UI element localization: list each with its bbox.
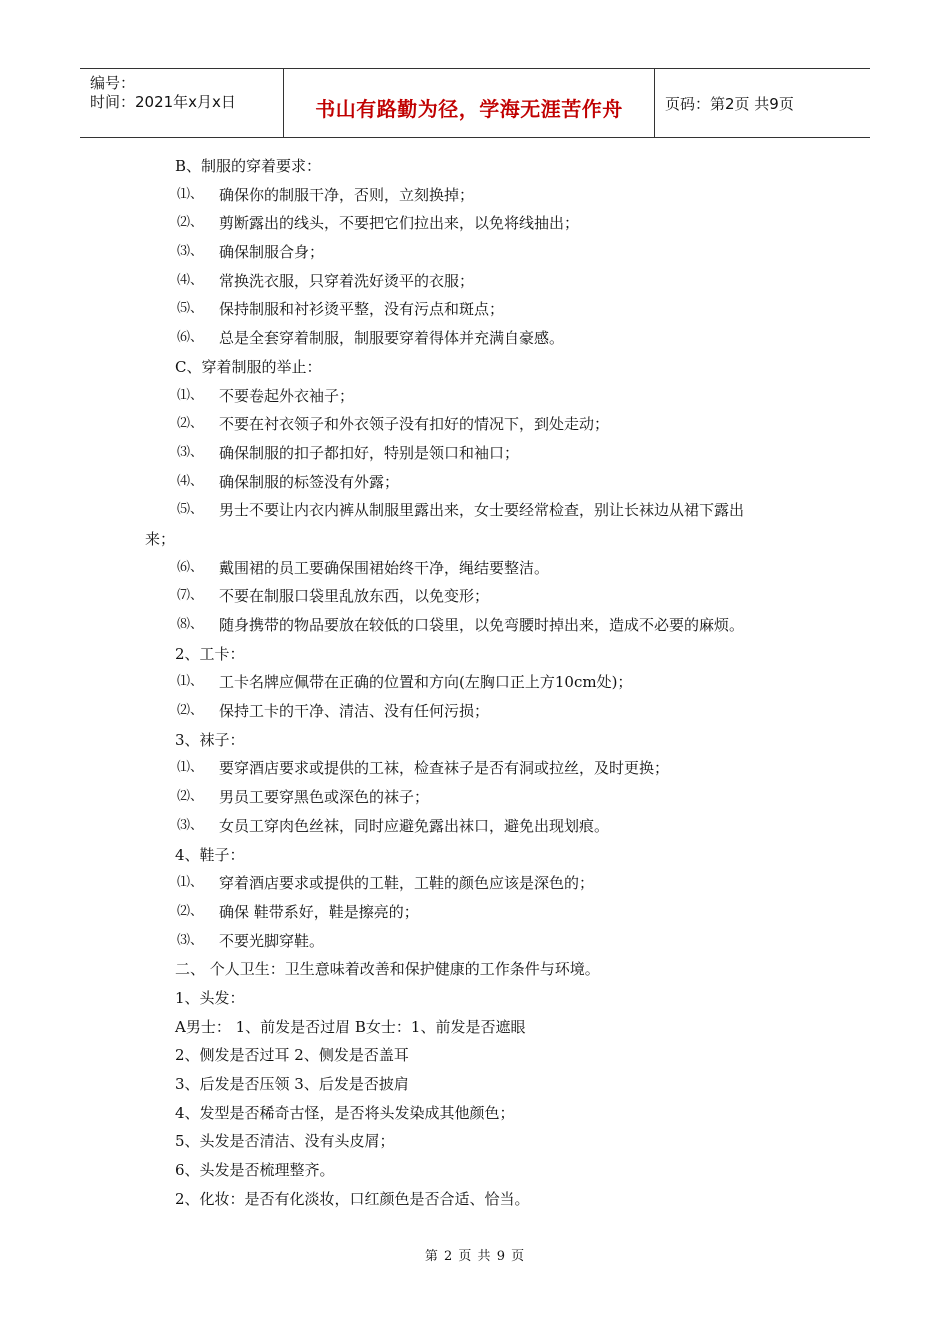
- item-text: 要穿酒店要求或提供的工袜，检查袜子是否有洞或拉丝，及时更换；: [219, 759, 670, 778]
- item-number: ⑵、: [177, 215, 204, 231]
- item-text: 确保制服的扣子都扣好，特别是领口和袖口；: [219, 443, 520, 462]
- item-number: ⑸、: [177, 301, 204, 317]
- item-text: 不要在衬衣领子和外衣领子没有扣好的情况下，到处走动；: [219, 415, 610, 434]
- list-item: [0, 754, 950, 783]
- item-text: 工卡名牌应佩带在正确的位置和方向(左胸口正上方10cm处)；: [219, 673, 633, 692]
- header-middle-cell: [284, 69, 655, 137]
- section-line: A男士： 1、前发是否过眉 B女士：1、前发是否遮眼: [175, 1017, 526, 1036]
- item-number: ⑷、: [177, 473, 204, 489]
- list-item: [0, 898, 950, 927]
- item-text: 保持工卡的干净、清洁、没有任何污损；: [219, 702, 490, 721]
- list-item: [0, 468, 950, 497]
- item-number: ⑸、: [177, 502, 204, 518]
- item-text: 确保 鞋带系好，鞋是擦亮的；: [219, 902, 419, 921]
- item-number: ⑵、: [177, 789, 204, 805]
- list-item: [0, 439, 950, 468]
- item-number: ⑹、: [177, 330, 204, 346]
- section-line: 3、袜子：: [175, 730, 245, 749]
- item-number: ⑵、: [177, 416, 204, 432]
- item-number: ⑵、: [177, 903, 204, 919]
- item-number: ⑴、: [177, 674, 204, 690]
- section-line: B、制服的穿着要求：: [175, 157, 322, 175]
- page-header: [80, 68, 870, 138]
- section-line: 4、鞋子：: [175, 845, 245, 864]
- item-number: ⑴、: [177, 760, 204, 776]
- section-line: 3、后发是否压领 3、后发是否披肩: [175, 1075, 409, 1093]
- list-item: [0, 410, 950, 439]
- list-item: [0, 295, 950, 324]
- item-number: ⑹、: [177, 559, 204, 575]
- page-info: 页码：第2页 共9页: [665, 95, 794, 113]
- item-number: ⑶、: [177, 444, 204, 460]
- page-footer: 第 2 页 共 9 页: [424, 1249, 526, 1264]
- list-item: [0, 209, 950, 238]
- item-number: ⑵、: [177, 703, 204, 719]
- section-line: 5、头发是否清洁、没有头皮屑；: [175, 1132, 395, 1151]
- list-item: [0, 927, 950, 956]
- item-text: 确保你的制服干净，否则，立刻换掉；: [219, 185, 475, 204]
- header-left-cell: [80, 69, 284, 137]
- list-item: [0, 267, 950, 296]
- item-text: 保持制服和衬衫烫平整，没有污点和斑点；: [219, 300, 505, 319]
- item-number: ⑴、: [177, 387, 204, 403]
- list-item: [0, 582, 950, 611]
- item-text: 女员工穿肉色丝袜，同时应避免露出袜口，避免出现划痕。: [219, 816, 610, 835]
- continued-line: 来；: [145, 529, 176, 548]
- section-line: 二、 个人卫生：卫生意味着改善和保护健康的工作条件与环境。: [175, 960, 600, 979]
- list-item: [0, 324, 950, 353]
- section-line: 6、头发是否梳理整齐。: [175, 1161, 335, 1180]
- item-number: ⑻、: [177, 617, 204, 632]
- item-text: 总是全套穿着制服，制服要穿着得体并充满自豪感。: [219, 329, 565, 348]
- section-line: C、穿着制服的举止：: [175, 357, 322, 376]
- item-text: 剪断露出的线头，不要把它们拉出来，以免将线抽出；: [219, 214, 580, 233]
- item-text: 穿着酒店要求或提供的工鞋，工鞋的颜色应该是深色的；: [219, 874, 595, 893]
- item-text: 不要卷起外衣袖子；: [219, 386, 355, 405]
- item-text: 不要光脚穿鞋。: [219, 931, 325, 950]
- item-text: 戴围裙的员工要确保围裙始终干净，绳结要整洁。: [219, 558, 550, 577]
- section-line: 2、侧发是否过耳 2、侧发是否盖耳: [175, 1046, 409, 1065]
- header-right-cell: [655, 69, 870, 137]
- list-item: [0, 382, 950, 411]
- number-label: 编号：: [90, 74, 136, 92]
- item-number: ⑶、: [177, 932, 204, 948]
- section-line: 1、头发：: [175, 988, 245, 1007]
- item-number: ⑴、: [177, 875, 204, 891]
- time-label: 时间：2021年x月x日: [90, 93, 236, 111]
- list-item: [0, 611, 950, 640]
- item-text: 不要在制服口袋里乱放东西，以免变形；: [219, 587, 490, 606]
- list-item: [0, 238, 950, 267]
- list-item: [0, 812, 950, 841]
- item-text: 确保制服合身；: [219, 243, 325, 262]
- item-text: 男士不要让内衣内裤从制服里露出来，女士要经常检查，别让长袜边从裙下露出: [219, 501, 745, 520]
- item-text: 随身携带的物品要放在较低的口袋里，以免弯腰时掉出来，造成不必要的麻烦。: [219, 616, 745, 634]
- item-number: ⑷、: [177, 272, 204, 288]
- item-text: 确保制服的标签没有外露；: [219, 472, 400, 491]
- list-item: [0, 496, 950, 525]
- item-number: ⑴、: [177, 186, 204, 202]
- section-line: 4、发型是否稀奇古怪，是否将头发染成其他颜色；: [175, 1103, 515, 1122]
- item-number: ⑶、: [177, 244, 204, 260]
- motto: 书山有路勤为径，学海无涯苦作舟: [315, 97, 623, 121]
- document-body: [0, 152, 950, 1213]
- list-item: [0, 697, 950, 726]
- item-number: ⑺、: [177, 588, 204, 604]
- item-text: 男员工要穿黑色或深色的袜子；: [219, 788, 430, 807]
- item-text: 常换洗衣服，只穿着洗好烫平的衣服；: [219, 271, 475, 290]
- section-line: 2、工卡：: [175, 644, 245, 663]
- list-item: [0, 181, 950, 210]
- list-item: [0, 554, 950, 583]
- section-line: 2、化妆：是否有化淡妆，口红颜色是否合适、恰当。: [175, 1189, 530, 1208]
- list-item: [0, 783, 950, 812]
- item-number: ⑶、: [177, 817, 204, 833]
- list-item: [0, 668, 950, 697]
- list-item: [0, 869, 950, 898]
